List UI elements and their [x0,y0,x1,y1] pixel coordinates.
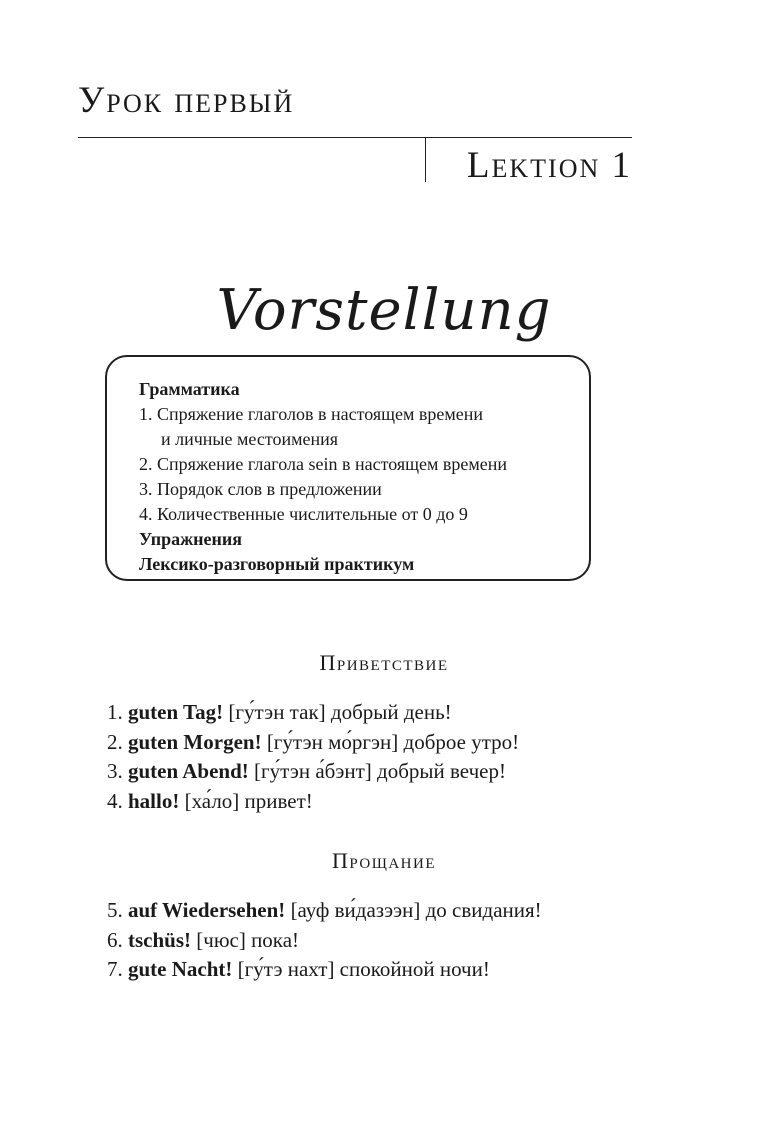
contents-item: 2. Спряжение глагола sein в настоящем времени [139,454,508,474]
phrase-translation: [гу́тэ нахт] спокойной ночи! [237,957,490,981]
phrase-german: guten Abend! [128,759,249,783]
phrase-german: hallo! [128,788,180,813]
grammar-heading: Грамматика [139,379,240,399]
phrase-number: 6. [107,927,123,952]
contents-item: и личные местоимения [161,429,339,449]
practice-heading: Лексико-разговорный практикум [139,554,415,574]
phrase-number: 7. [107,957,123,981]
phrase-translation: [гу́тэн а́бэнт] добрый вечер! [254,759,506,783]
phrase-translation: [гу́тэн так] добрый день! [228,700,452,724]
phrase-german: auf Wiedersehen! [128,898,286,922]
phrase-number: 5. [107,898,123,922]
contents-item: 1. Спряжение глаголов в настоящем времени [139,404,484,424]
greetings-list [107,698,519,816]
greetings-title: Приветствие [319,650,449,675]
farewells-title: Прощание [331,848,437,873]
phrase-number: 1. [107,700,123,724]
topic-title: Vorstellung [216,278,552,343]
lesson-title-ru: Урок первый [78,80,295,121]
phrase-translation: [чюс] пока! [196,927,300,952]
phrase-number: 3. [107,759,123,783]
phrase-german: guten Tag! [128,700,224,724]
phrase-number: 4. [107,788,123,813]
phrase-translation: [ауф ви́дазээн] до свидания! [290,898,542,922]
phrase-number: 2. [107,729,123,754]
phrase-translation: [гу́тэн мо́ргэн] доброе утро! [266,729,520,754]
phrase-item [107,926,542,956]
phrase-item [107,787,519,817]
phrase-translation: [ха́ло] привет! [184,788,313,813]
phrase-item [107,896,542,926]
header-rule [78,137,632,138]
lesson-contents-box [105,355,591,581]
phrase-german: gute Nacht! [128,957,233,981]
contents-item: 4. Количественные числительные от 0 до 9 [139,504,468,524]
exercises-heading: Упражнения [139,529,243,549]
phrase-item [107,728,519,758]
header-divider [425,137,426,182]
phrase-item [107,757,519,787]
phrase-german: tschüs! [128,927,192,952]
phrase-item [107,955,542,985]
contents-item: 3. Порядок слов в предложении [139,479,382,499]
phrase-item [107,698,519,728]
phrase-german: guten Morgen! [128,729,262,754]
lesson-title-de: Lektion 1 [466,145,632,186]
farewells-list [107,896,542,985]
